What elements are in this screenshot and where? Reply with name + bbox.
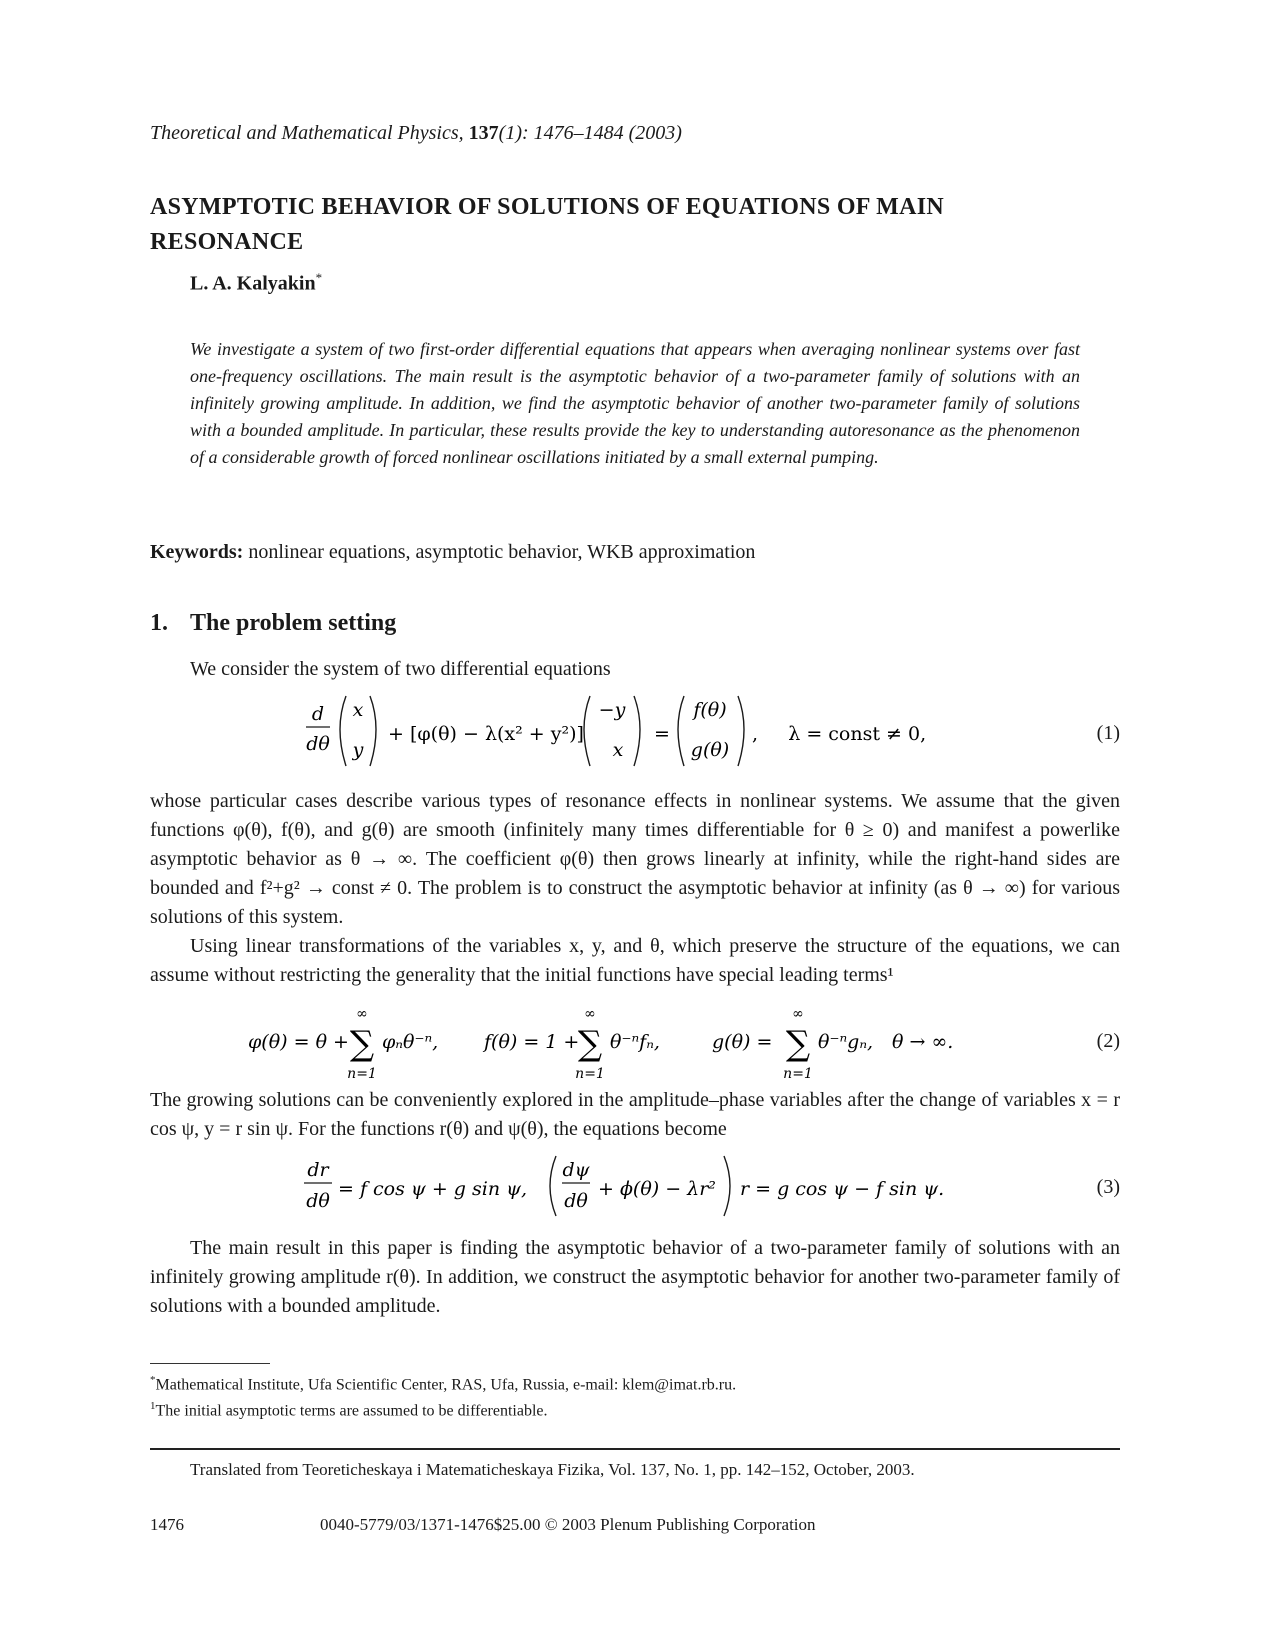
journal-citation xyxy=(150,122,682,145)
footnote-1-text: Mathematical Institute, Ufa Scientific Center, RAS, Ufa, Russia, e-mail: klem@imat.rb.ru. xyxy=(155,1376,737,1394)
paragraph-2: whose particular cases describe various types of resonance effects in nonlinear systems. We assume that the given functions φ(θ), f(θ), and g(θ) are smooth (infinitely many times differentiable for θ ≥ 0) and manifest a powerlike asymptotic behavior as θ → ∞. The coefficient φ(θ) then grows linearly at infinity, while the right-hand sides are bounded and f²+g² → const ≠ 0. The problem is to construct the asymptotic behavior at infinity (as θ → ∞) for various solutions of this system. xyxy=(150,790,1120,928)
journal-issue: (1): 1476–1484 (2003) xyxy=(498,122,682,144)
paragraph-1: We consider the system of two differential equations xyxy=(190,658,611,680)
translated-from: Translated from Teoreticheskaya i Matematicheskaya Fizika, Vol. 137, No. 1, pp. 142–152, October, 2003. xyxy=(190,1460,915,1479)
eq3-dr: dr xyxy=(307,1159,329,1181)
equation-1-number: (1) xyxy=(1096,722,1120,744)
keywords-text: nonlinear equations, asymptotic behavior, WKB approximation xyxy=(248,541,756,563)
eq1-paren-left-2 xyxy=(584,696,590,766)
abstract: We investigate a system of two first-order differential equations that appears when averaging nonlinear systems over fast one-frequency oscillations. The main result is the asymptotic behavior of a two-parameter family of solutions with an infinitely growing amplitude. In addition, we find the asymptotic behavior of another two-parameter family of solutions with a bounded amplitude. In particular, these results provide the key to understanding autoresonance as the phenomenon of a considerable growth of forced nonlinear oscillations initiated by a small external pumping. xyxy=(190,339,1080,467)
eq3-dtheta2: dθ xyxy=(564,1190,588,1212)
eq2-f-sum-bottom: n=1 xyxy=(575,1066,605,1082)
section-number: 1. xyxy=(150,610,168,636)
journal-volume: 137 xyxy=(468,122,499,144)
eq1-d: d xyxy=(311,703,325,725)
footnote-rule xyxy=(150,1363,270,1364)
footnote-2-text: The initial asymptotic terms are assumed to be differentiable. xyxy=(155,1402,548,1420)
keywords-label: Keywords: xyxy=(150,541,244,563)
eq2-g-lhs: g(θ) = xyxy=(712,1031,773,1053)
eq1-paren-left-1 xyxy=(340,696,346,766)
footnote-1 xyxy=(150,1374,736,1394)
paragraph-4: The growing solutions can be conveniently explored in the amplitude–phase variables after the change of variables x = r cos ψ, y = r sin ψ. For the functions r(θ) and ψ(θ), the equations become xyxy=(150,1089,1120,1140)
eq3-dpsi: dψ xyxy=(562,1159,590,1181)
author-footnote-mark[interactable]: * xyxy=(315,270,323,285)
eq2-f-lhs: f(θ) = 1 + xyxy=(484,1031,580,1053)
eq1-paren-right-3 xyxy=(738,696,744,766)
paragraph-5: The main result in this paper is finding the asymptotic behavior of a two-parameter family of solutions with an infinitely growing amplitude r(θ). In addition, we construct the asymptotic behavior for another two-parameter family of solutions with a bounded amplitude. xyxy=(150,1237,1120,1317)
footnote-2 xyxy=(150,1400,548,1420)
eq1-equals: = xyxy=(654,723,670,745)
eq1-middle: + [φ(θ) − λ(x² + y²)] xyxy=(388,723,584,745)
eq2-phi-sum-top: ∞ xyxy=(356,1006,368,1022)
equation-1 xyxy=(150,688,1120,774)
equation-1-svg xyxy=(150,688,1120,774)
equation-3-number: (3) xyxy=(1096,1176,1120,1198)
equation-3-svg xyxy=(150,1150,1120,1224)
eq2-phi-lhs: φ(θ) = θ + xyxy=(248,1031,349,1053)
eq3-inner: + ϕ(θ) − λr² xyxy=(598,1178,716,1200)
eq2-g-sum: ∑ xyxy=(785,1024,811,1064)
eq2-f-sum-top: ∞ xyxy=(584,1006,596,1022)
eq1-condition: , λ = const ≠ 0, xyxy=(752,723,927,745)
author xyxy=(190,270,322,296)
eq2-phi-sum: ∑ xyxy=(349,1024,375,1064)
eq1-r1: f(θ) xyxy=(693,699,727,721)
eq3-dtheta: dθ xyxy=(306,1190,330,1212)
equation-2-number: (2) xyxy=(1096,1030,1120,1052)
eq2-f-term: θ⁻ⁿfₙ, xyxy=(610,1031,660,1053)
keywords xyxy=(150,541,755,564)
page-number: 1476 xyxy=(150,1515,184,1534)
eq1-r2: g(θ) xyxy=(690,739,730,761)
bottom-rule xyxy=(150,1448,1120,1450)
paper-title: ASYMPTOTIC BEHAVIOR OF SOLUTIONS OF EQUATIONS OF MAIN RESONANCE xyxy=(150,194,945,255)
footnote-2-mark: 1 xyxy=(150,1400,156,1412)
eq1-v1: x xyxy=(352,699,364,721)
eq2-phi-term: φₙθ⁻ⁿ, xyxy=(382,1031,439,1053)
eq1-paren-left-3 xyxy=(678,696,684,766)
equation-2 xyxy=(150,1000,1120,1084)
eq3-paren-left xyxy=(550,1156,556,1216)
paragraph-3: Using linear transformations of the variables x, y, and θ, which preserve the structure of the equations, we can assume without restricting the generality that the initial functions have special leading terms¹ xyxy=(150,935,1120,986)
eq1-dtheta: dθ xyxy=(306,733,330,755)
eq2-phi-sum-bottom: n=1 xyxy=(347,1066,377,1082)
section-title: The problem setting xyxy=(190,610,397,636)
journal-name: Theoretical and Mathematical Physics, xyxy=(150,122,464,144)
eq1-paren-right-1 xyxy=(370,696,376,766)
footnote-1-mark: * xyxy=(150,1374,156,1386)
eq1-v2: y xyxy=(352,739,364,761)
eq3-rhs1: = f cos ψ + g sin ψ, xyxy=(338,1178,528,1200)
eq2-tail: θ → ∞. xyxy=(892,1031,954,1053)
eq2-g-sum-top: ∞ xyxy=(792,1006,804,1022)
equation-2-svg xyxy=(150,1000,1120,1084)
eq2-f-sum: ∑ xyxy=(577,1024,603,1064)
eq2-g-term: θ⁻ⁿgₙ, xyxy=(818,1031,874,1053)
eq1-w1: −y xyxy=(598,699,626,721)
copyright-line: 0040-5779/03/1371-1476$25.00 © 2003 Plenum Publishing Corporation xyxy=(320,1515,816,1534)
eq3-rhs2: r = g cos ψ − f sin ψ. xyxy=(740,1178,945,1200)
author-name: L. A. Kalyakin xyxy=(190,272,316,295)
eq3-paren-right xyxy=(724,1156,730,1216)
equation-3 xyxy=(150,1150,1120,1224)
section-heading xyxy=(150,610,396,637)
eq1-paren-right-2 xyxy=(634,696,640,766)
eq2-g-sum-bottom: n=1 xyxy=(783,1066,813,1082)
eq1-w2: x xyxy=(612,739,624,761)
